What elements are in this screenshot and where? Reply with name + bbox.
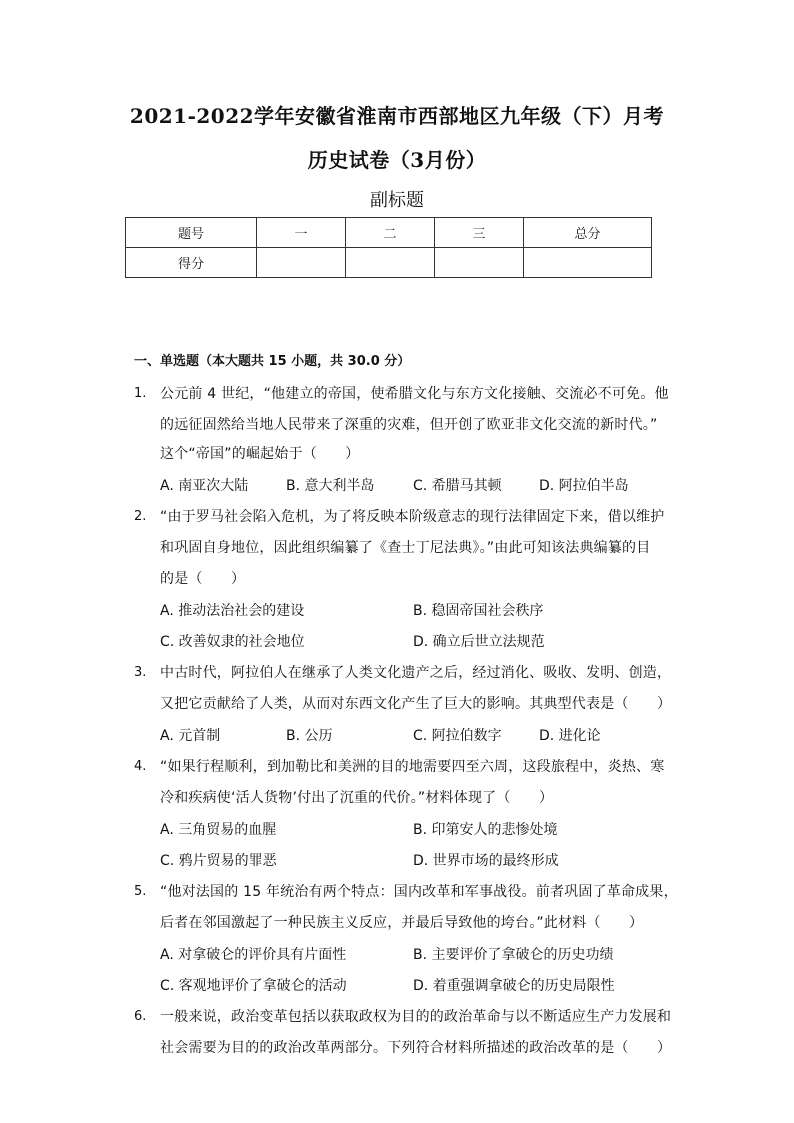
answer-option[interactable]: A. 对拿破仑的评价具有片面性 xyxy=(160,947,347,963)
answer-option[interactable]: B. 稳固帝国社会秩序 xyxy=(413,603,544,619)
question-text-line: 后者在邻国激起了一种民族主义反应，并最后导致他的垮台。”此材料（ ） xyxy=(160,915,644,931)
question-text-line: 的远征固然给当地人民带来了深重的灾难，但开创了欧亚非文化交流的新时代。” xyxy=(160,417,658,433)
question-text-line: “他对法国的 15 年统治有两个特点：国内改革和军事战役。前者巩固了革命成果， xyxy=(160,884,678,900)
question-number: 6. xyxy=(134,1009,147,1024)
question-text-line: 公元前 4 世纪，“他建立的帝国，使希腊文化与东方文化接触、交流必不可免。他 xyxy=(160,386,669,402)
score-header-cell: 一 xyxy=(257,218,346,248)
answer-option[interactable]: D. 进化论 xyxy=(539,728,601,744)
question-text-line: “由于罗马社会陷入危机，为了将反映本阶级意志的现行法律固定下来，借以维护 xyxy=(160,509,665,525)
answer-option[interactable]: C. 希腊马其顿 xyxy=(413,478,502,494)
answer-option[interactable]: D. 阿拉伯半岛 xyxy=(539,478,629,494)
score-cell xyxy=(435,248,524,278)
question-number: 3. xyxy=(134,665,147,680)
question-text-line: 中古时代，阿拉伯人在继承了人类文化遗产之后，经过消化、吸收、发明、创造， xyxy=(160,665,672,681)
answer-option[interactable]: A. 推动法治社会的建设 xyxy=(160,603,305,619)
score-table xyxy=(125,217,652,278)
answer-option[interactable]: D. 确立后世立法规范 xyxy=(413,634,545,650)
score-row-label: 得分 xyxy=(126,248,257,278)
answer-option[interactable]: C. 客观地评价了拿破仑的活动 xyxy=(160,978,347,994)
answer-option[interactable]: D. 着重强调拿破仑的历史局限性 xyxy=(413,978,615,994)
question-number: 4. xyxy=(134,759,147,774)
section-heading: 一、单选题（本大题共 15 小题，共 30.0 分） xyxy=(134,354,411,369)
question-text-line: 冷和疾病使‘活人货物’付出了沉重的代价。”材料体现了（ ） xyxy=(160,790,554,806)
question-number: 2. xyxy=(134,509,147,524)
question-text-line: 和巩固自身地位，因此组织编纂了《查士丁尼法典》。”由此可知该法典编纂的目 xyxy=(160,540,651,556)
score-header-cell: 三 xyxy=(435,218,524,248)
question-text-line: 这个“帝国”的崛起始于（ ） xyxy=(160,446,360,462)
question-text-line: 的是（ ） xyxy=(160,571,246,587)
score-header-cell: 总分 xyxy=(524,218,652,248)
question-number: 1. xyxy=(134,386,147,401)
answer-option[interactable]: A. 三角贸易的血腥 xyxy=(160,822,277,838)
answer-option[interactable]: D. 世界市场的最终形成 xyxy=(413,853,559,869)
question-text-line: 又把它贡献给了人类，从而对东西文化产生了巨大的影响。其典型代表是（ ） xyxy=(160,696,672,712)
answer-option[interactable]: B. 意大利半岛 xyxy=(286,478,375,494)
answer-option[interactable]: B. 公历 xyxy=(286,728,333,744)
answer-option[interactable]: B. 印第安人的悲惨处境 xyxy=(413,822,558,838)
score-cell xyxy=(257,248,346,278)
exam-subtitle: 副标题 xyxy=(370,190,424,211)
question-number: 5. xyxy=(134,884,147,899)
score-table-header-row xyxy=(126,218,652,248)
score-header-cell: 题号 xyxy=(126,218,257,248)
answer-option[interactable]: A. 南亚次大陆 xyxy=(160,478,249,494)
answer-option[interactable]: C. 改善奴隶的社会地位 xyxy=(160,634,305,650)
score-table-score-row xyxy=(126,248,652,278)
exam-title-line1: 2021-2022学年安徽省淮南市西部地区九年级（下）月考 xyxy=(129,104,665,128)
answer-option[interactable]: C. 鸦片贸易的罪恶 xyxy=(160,853,277,869)
score-cell xyxy=(524,248,652,278)
answer-option[interactable]: A. 元首制 xyxy=(160,728,221,744)
exam-title-line2: 历史试卷（3月份） xyxy=(307,148,487,172)
answer-option[interactable]: B. 主要评价了拿破仑的历史功绩 xyxy=(413,947,614,963)
answer-option[interactable]: C. 阿拉伯数字 xyxy=(413,728,502,744)
score-header-cell: 二 xyxy=(346,218,435,248)
score-cell xyxy=(346,248,435,278)
question-text-line: 一般来说，政治变革包括以获取政权为目的的政治革命与以不断适应生产力发展和 xyxy=(160,1009,672,1025)
question-text-line: 社会需要为目的的政治改革两部分。下列符合材料所描述的政治改革的是（ ） xyxy=(160,1040,672,1056)
question-text-line: “如果行程顺利，到加勒比和美洲的目的地需要四至六周，这段旅程中，炎热、寒 xyxy=(160,759,665,775)
